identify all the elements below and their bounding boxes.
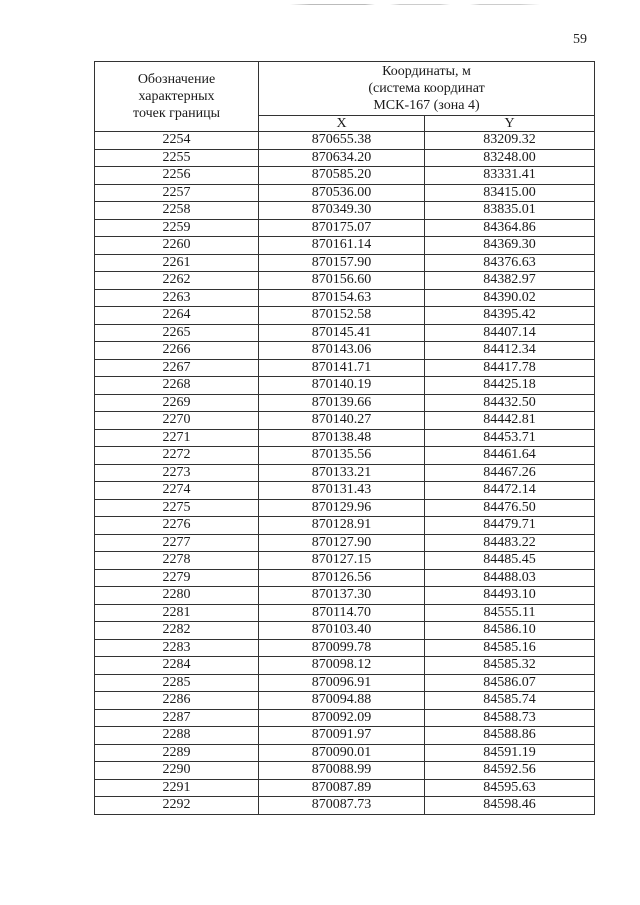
table-row: [95, 132, 595, 150]
y-coordinate-cell: 84467.26: [425, 464, 595, 482]
point-id-cell: 2255: [95, 149, 259, 167]
point-id-cell: 2287: [95, 709, 259, 727]
y-coordinate-cell: 84369.30: [425, 237, 595, 255]
y-coordinate-cell: 84412.34: [425, 342, 595, 360]
table-row: [95, 447, 595, 465]
x-coordinate-cell: 870655.38: [259, 132, 425, 150]
y-coordinate-cell: 84488.03: [425, 569, 595, 587]
x-coordinate-cell: 870138.48: [259, 429, 425, 447]
y-coordinate-cell: 84586.10: [425, 622, 595, 640]
point-id-cell: 2288: [95, 727, 259, 745]
point-id-cell: 2263: [95, 289, 259, 307]
table-row: [95, 552, 595, 570]
x-coordinate-cell: 870098.12: [259, 657, 425, 675]
header-boundary-points: Обозначение характерных точек границы: [95, 62, 259, 132]
x-coordinate-cell: 870103.40: [259, 622, 425, 640]
table-row: [95, 744, 595, 762]
point-id-cell: 2291: [95, 779, 259, 797]
x-coordinate-cell: 870536.00: [259, 184, 425, 202]
table-row: [95, 167, 595, 185]
table-row: [95, 482, 595, 500]
x-coordinate-cell: 870133.21: [259, 464, 425, 482]
point-id-cell: 2275: [95, 499, 259, 517]
table-row: [95, 184, 595, 202]
point-id-cell: 2279: [95, 569, 259, 587]
y-coordinate-cell: 84595.63: [425, 779, 595, 797]
x-coordinate-cell: 870099.78: [259, 639, 425, 657]
y-coordinate-cell: 84390.02: [425, 289, 595, 307]
y-coordinate-cell: 84588.86: [425, 727, 595, 745]
y-coordinate-cell: 84588.73: [425, 709, 595, 727]
x-coordinate-cell: 870131.43: [259, 482, 425, 500]
header-coordinates: Координаты, м (система координат МСК-167 (зона 4): [259, 62, 595, 116]
point-id-cell: 2262: [95, 272, 259, 290]
x-coordinate-cell: 870154.63: [259, 289, 425, 307]
x-coordinate-cell: 870127.15: [259, 552, 425, 570]
x-coordinate-cell: 870091.97: [259, 727, 425, 745]
point-id-cell: 2260: [95, 237, 259, 255]
y-coordinate-cell: 84585.74: [425, 692, 595, 710]
table-row: [95, 429, 595, 447]
x-coordinate-cell: 870094.88: [259, 692, 425, 710]
x-coordinate-cell: 870128.91: [259, 517, 425, 535]
table-row: [95, 517, 595, 535]
y-coordinate-cell: 84586.07: [425, 674, 595, 692]
table-row: [95, 692, 595, 710]
x-coordinate-cell: 870090.01: [259, 744, 425, 762]
y-coordinate-cell: 84585.16: [425, 639, 595, 657]
point-id-cell: 2258: [95, 202, 259, 220]
x-coordinate-cell: 870145.41: [259, 324, 425, 342]
table-row: [95, 202, 595, 220]
table-row: [95, 587, 595, 605]
x-coordinate-cell: 870114.70: [259, 604, 425, 622]
table-row: [95, 779, 595, 797]
table-row: [95, 412, 595, 430]
table-row: [95, 149, 595, 167]
point-id-cell: 2269: [95, 394, 259, 412]
point-id-cell: 2257: [95, 184, 259, 202]
y-coordinate-cell: 84442.81: [425, 412, 595, 430]
point-id-cell: 2280: [95, 587, 259, 605]
x-coordinate-cell: 870087.73: [259, 797, 425, 815]
table-row: [95, 307, 595, 325]
table-row: [95, 604, 595, 622]
point-id-cell: 2284: [95, 657, 259, 675]
y-coordinate-cell: 84493.10: [425, 587, 595, 605]
y-coordinate-cell: 83331.41: [425, 167, 595, 185]
y-coordinate-cell: 84472.14: [425, 482, 595, 500]
point-id-cell: 2274: [95, 482, 259, 500]
point-id-cell: 2286: [95, 692, 259, 710]
point-id-cell: 2277: [95, 534, 259, 552]
table-row: [95, 324, 595, 342]
point-id-cell: 2256: [95, 167, 259, 185]
x-coordinate-cell: 870140.27: [259, 412, 425, 430]
point-id-cell: 2265: [95, 324, 259, 342]
table-row: [95, 534, 595, 552]
x-coordinate-cell: 870139.66: [259, 394, 425, 412]
table-row: [95, 394, 595, 412]
y-coordinate-cell: 84432.50: [425, 394, 595, 412]
x-coordinate-cell: 870585.20: [259, 167, 425, 185]
table-row: [95, 727, 595, 745]
point-id-cell: 2272: [95, 447, 259, 465]
table-header: [95, 62, 595, 132]
x-coordinate-cell: 870141.71: [259, 359, 425, 377]
y-coordinate-cell: 84461.64: [425, 447, 595, 465]
y-coordinate-cell: 84417.78: [425, 359, 595, 377]
point-id-cell: 2281: [95, 604, 259, 622]
x-coordinate-cell: 870129.96: [259, 499, 425, 517]
y-coordinate-cell: 83835.01: [425, 202, 595, 220]
x-coordinate-cell: 870143.06: [259, 342, 425, 360]
y-coordinate-cell: 84425.18: [425, 377, 595, 395]
y-coordinate-cell: 84376.63: [425, 254, 595, 272]
y-coordinate-cell: 84483.22: [425, 534, 595, 552]
table-row: [95, 639, 595, 657]
table-row: [95, 254, 595, 272]
table-row: [95, 657, 595, 675]
point-id-cell: 2273: [95, 464, 259, 482]
x-coordinate-cell: 870127.90: [259, 534, 425, 552]
table-row: [95, 272, 595, 290]
table-row: [95, 797, 595, 815]
x-coordinate-cell: 870126.56: [259, 569, 425, 587]
y-coordinate-cell: 84591.19: [425, 744, 595, 762]
x-coordinate-cell: 870157.90: [259, 254, 425, 272]
table-row: [95, 219, 595, 237]
x-coordinate-cell: 870152.58: [259, 307, 425, 325]
table-body: [95, 132, 595, 815]
x-coordinate-cell: 870349.30: [259, 202, 425, 220]
point-id-cell: 2292: [95, 797, 259, 815]
x-coordinate-cell: 870092.09: [259, 709, 425, 727]
table-row: [95, 464, 595, 482]
x-coordinate-cell: 870096.91: [259, 674, 425, 692]
y-coordinate-cell: 84395.42: [425, 307, 595, 325]
y-coordinate-cell: 84598.46: [425, 797, 595, 815]
scan-artifact-line: [290, 4, 540, 5]
y-coordinate-cell: 83415.00: [425, 184, 595, 202]
y-coordinate-cell: 84485.45: [425, 552, 595, 570]
table-row: [95, 569, 595, 587]
y-coordinate-cell: 83248.00: [425, 149, 595, 167]
table-row: [95, 377, 595, 395]
coordinates-table: [94, 61, 595, 815]
table-row: [95, 359, 595, 377]
point-id-cell: 2268: [95, 377, 259, 395]
y-coordinate-cell: 84364.86: [425, 219, 595, 237]
point-id-cell: 2289: [95, 744, 259, 762]
point-id-cell: 2266: [95, 342, 259, 360]
header-x: X: [259, 116, 425, 132]
y-coordinate-cell: 83209.32: [425, 132, 595, 150]
y-coordinate-cell: 84476.50: [425, 499, 595, 517]
point-id-cell: 2283: [95, 639, 259, 657]
x-coordinate-cell: 870161.14: [259, 237, 425, 255]
point-id-cell: 2261: [95, 254, 259, 272]
x-coordinate-cell: 870137.30: [259, 587, 425, 605]
point-id-cell: 2278: [95, 552, 259, 570]
table-row: [95, 674, 595, 692]
point-id-cell: 2267: [95, 359, 259, 377]
x-coordinate-cell: 870140.19: [259, 377, 425, 395]
table-row: [95, 342, 595, 360]
point-id-cell: 2270: [95, 412, 259, 430]
page-number: 59: [573, 32, 587, 47]
y-coordinate-cell: 84407.14: [425, 324, 595, 342]
y-coordinate-cell: 84585.32: [425, 657, 595, 675]
table-row: [95, 237, 595, 255]
x-coordinate-cell: 870634.20: [259, 149, 425, 167]
header-y: Y: [425, 116, 595, 132]
point-id-cell: 2264: [95, 307, 259, 325]
y-coordinate-cell: 84592.56: [425, 762, 595, 780]
table-row: [95, 762, 595, 780]
table-row: [95, 499, 595, 517]
point-id-cell: 2276: [95, 517, 259, 535]
x-coordinate-cell: 870175.07: [259, 219, 425, 237]
table-row: [95, 289, 595, 307]
point-id-cell: 2282: [95, 622, 259, 640]
point-id-cell: 2271: [95, 429, 259, 447]
x-coordinate-cell: 870135.56: [259, 447, 425, 465]
point-id-cell: 2290: [95, 762, 259, 780]
y-coordinate-cell: 84555.11: [425, 604, 595, 622]
x-coordinate-cell: 870087.89: [259, 779, 425, 797]
y-coordinate-cell: 84453.71: [425, 429, 595, 447]
y-coordinate-cell: 84479.71: [425, 517, 595, 535]
table-row: [95, 709, 595, 727]
x-coordinate-cell: 870156.60: [259, 272, 425, 290]
point-id-cell: 2285: [95, 674, 259, 692]
x-coordinate-cell: 870088.99: [259, 762, 425, 780]
point-id-cell: 2259: [95, 219, 259, 237]
point-id-cell: 2254: [95, 132, 259, 150]
y-coordinate-cell: 84382.97: [425, 272, 595, 290]
table-row: [95, 622, 595, 640]
